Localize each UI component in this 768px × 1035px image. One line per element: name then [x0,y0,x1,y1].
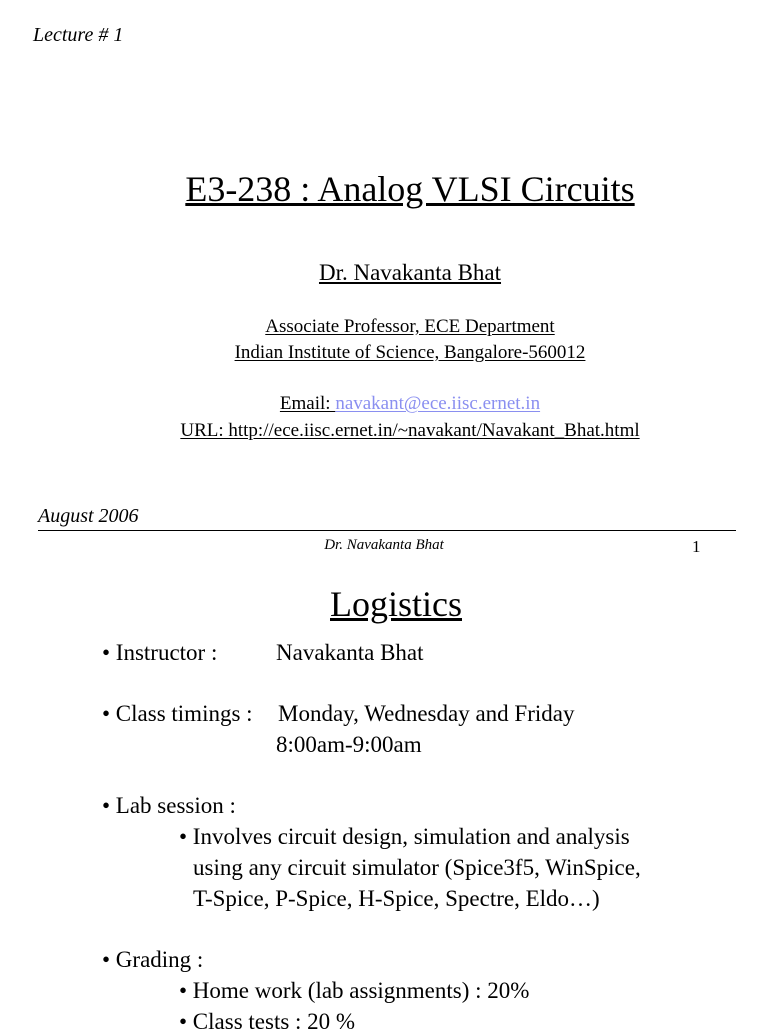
instructor-label: • Instructor : [102,640,218,665]
instructor-name-text: Dr. Navakanta Bhat [318,260,502,285]
class-timings-time: 8:00am-9:00am [276,732,422,757]
lab-detail-line: using any circuit simulator (Spice3f5, WinSpice, [193,855,641,880]
slide-title-text: Logistics [330,584,462,624]
lecture-number-label: Lecture # 1 [33,24,124,46]
grading-item: • Class tests : 20 % [179,1009,356,1034]
footer-author: Dr. Navakanta Bhat [324,537,444,553]
course-title-text: E3-238 : Analog VLSI Circuits [185,169,635,209]
url-line [0,420,768,442]
class-timings-label: • Class timings : [102,701,253,726]
date-label: August 2006 [38,505,139,527]
page-number: 1 [692,537,701,556]
lab-detail-line: T-Spice, P-Spice, H-Spice, Spectre, Eldo…) [193,886,600,911]
email-line [0,393,768,415]
grading-label: • Grading : [102,947,204,972]
lab-detail-line: • Involves circuit design, simulation and analysis [179,824,630,849]
instructor-name [0,260,768,286]
position-line [0,316,768,338]
footer-divider [38,530,736,531]
instructor-value: Navakanta Bhat [276,640,424,665]
lab-session-label: • Lab session : [102,793,236,818]
position-text: Associate Professor, ECE Department [265,316,555,337]
institute-text: Indian Institute of Science, Bangalore-560012 [234,342,586,363]
grading-item: • Home work (lab assignments) : 20% [179,978,530,1003]
course-title [0,168,768,210]
email-label: Email: [279,393,336,414]
class-timings-days: Monday, Wednesday and Friday [278,701,575,726]
email-link[interactable]: navakant@ece.iisc.ernet.in [335,393,541,414]
institute-line [0,342,768,364]
url-link[interactable]: URL: http://ece.iisc.ernet.in/~navakant/Navakant_Bhat.html [180,420,640,441]
slide-title [0,583,768,625]
